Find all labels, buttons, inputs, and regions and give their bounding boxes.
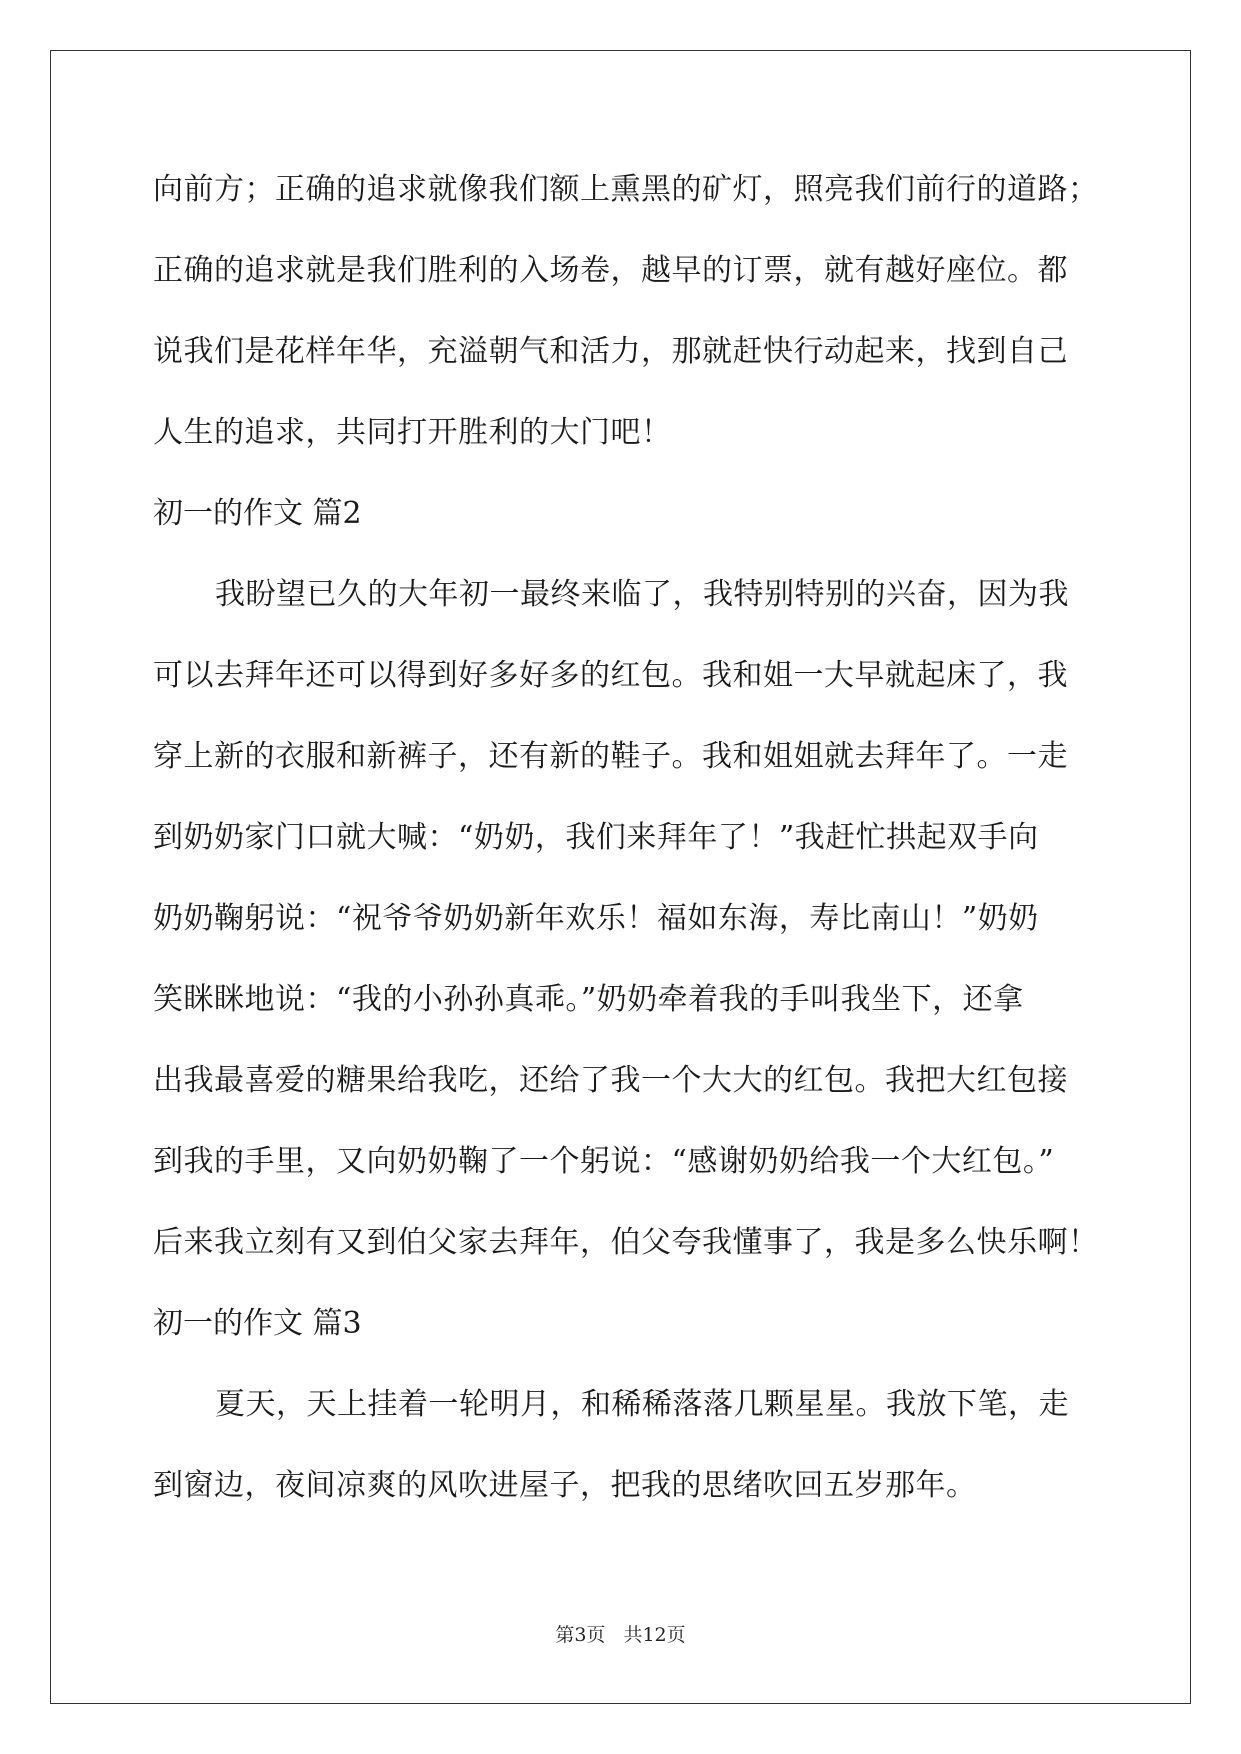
paragraph — [153, 1375, 1093, 1537]
text-line: 可以去拜年还可以得到好多好多的红包。我和姐一大早就起床了，我 — [153, 658, 1068, 693]
section-heading: 初一的作文 篇2 — [153, 496, 362, 531]
text-line: 笑眯眯地说：“我的小孙孙真乖。”奶奶牵着我的手叫我坐下，还拿 — [153, 982, 1024, 1017]
paragraph — [153, 565, 1099, 1294]
document-body — [153, 160, 1099, 1537]
text-line: 到窗边，夜间凉爽的风吹进屋子，把我的思绪吹回五岁那年。 — [153, 1468, 977, 1503]
text-line: 到奶奶家门口就大喊：“奶奶，我们来拜年了！”我赶忙拱起双手向 — [153, 820, 1039, 855]
page-footer — [0, 1620, 1241, 1647]
paragraph-continuation — [153, 160, 1099, 484]
text-line: 夏天，天上挂着一轮明月，和稀稀落落几颗星星。我放下笔，走 — [215, 1387, 1069, 1422]
page-number-current: 第3页 — [555, 1624, 606, 1646]
section-heading: 初一的作文 篇3 — [153, 1306, 362, 1341]
text-line: 向前方；正确的追求就像我们额上熏黑的矿灯，照亮我们前行的道路； — [153, 172, 1099, 207]
page-number-total: 共12页 — [623, 1624, 686, 1646]
text-line: 穿上新的衣服和新裤子，还有新的鞋子。我和姐姐就去拜年了。一走 — [153, 739, 1068, 774]
text-line: 后来我立刻有又到伯父家去拜年，伯父夸我懂事了，我是多么快乐啊！ — [153, 1225, 1099, 1260]
text-line: 奶奶鞠躬说：“祝爷爷奶奶新年欢乐！福如东海，寿比南山！”奶奶 — [153, 901, 1039, 936]
text-line: 人生的追求，共同打开胜利的大门吧！ — [153, 415, 672, 450]
text-line: 说我们是花样年华，充溢朝气和活力，那就赶快行动起来，找到自己 — [153, 334, 1068, 369]
text-line: 到我的手里，又向奶奶鞠了一个躬说：“感谢奶奶给我一个大红包。” — [153, 1144, 1055, 1179]
text-line: 我盼望已久的大年初一最终来临了，我特别特别的兴奋，因为我 — [215, 577, 1069, 612]
text-line: 正确的追求就是我们胜利的入场卷，越早的订票，就有越好座位。都 — [153, 253, 1068, 288]
text-line: 出我最喜爱的糖果给我吃，还给了我一个大大的红包。我把大红包接 — [153, 1063, 1068, 1098]
